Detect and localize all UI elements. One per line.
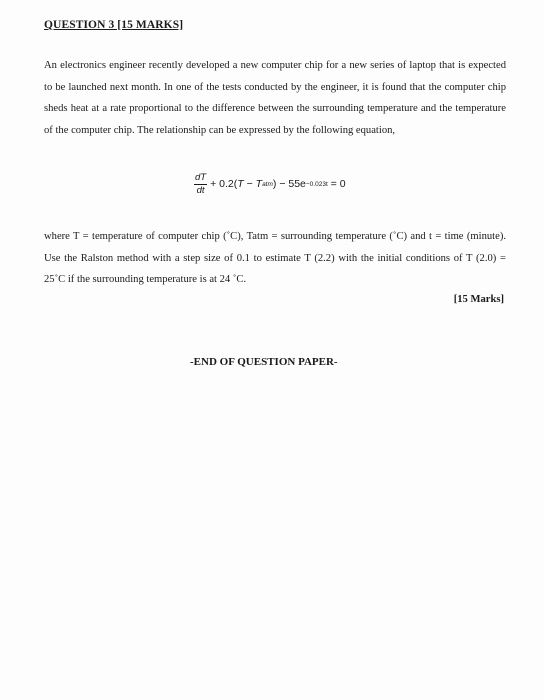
equation-rhs: = 0 [327, 178, 346, 190]
derivative-fraction [194, 172, 207, 196]
equation-variable-Tatm: T [255, 178, 263, 190]
differential-equation [194, 172, 346, 196]
fraction-denominator: dt [196, 185, 205, 196]
question-paragraph-intro: An electronics engineer recently developed a new computer chip for a new series of laptop that is expected to be launched next month. In one of the tests conducted by the engineer, it is found that the computer chip sheds heat at a rate proportional to the difference between the surrounding temperature and the temperature of the computer chip. The relationship can be expressed by the following equation, [44, 60, 506, 136]
question-heading: QUESTION 3 [15 MARKS] [44, 19, 184, 31]
equation-term-coefficient: + 0.2( [210, 178, 238, 190]
question-paragraph-task: where T = temperature of computer chip (˚C), Tatm = surrounding temperature (˚C) and t = time (minute). Use the Ralston method with a step size of 0.1 to estimate T (2.2) with the initial conditions of T (2.0) = 25˚C if the surrounding temperature is at 24 ˚C. [44, 231, 506, 285]
fraction-numerator: dT [195, 172, 207, 183]
marks-label: [15 Marks] [453, 294, 504, 305]
equation-exponential-term: ) − 55e [272, 178, 306, 190]
equation-minus: − [243, 178, 256, 190]
equation-variable-T: T [237, 178, 244, 190]
end-of-paper-text: -END OF QUESTION PAPER- [190, 356, 338, 368]
equation-exponent: −0.023t [305, 180, 328, 188]
equation-subscript-atm: atm [262, 180, 273, 188]
